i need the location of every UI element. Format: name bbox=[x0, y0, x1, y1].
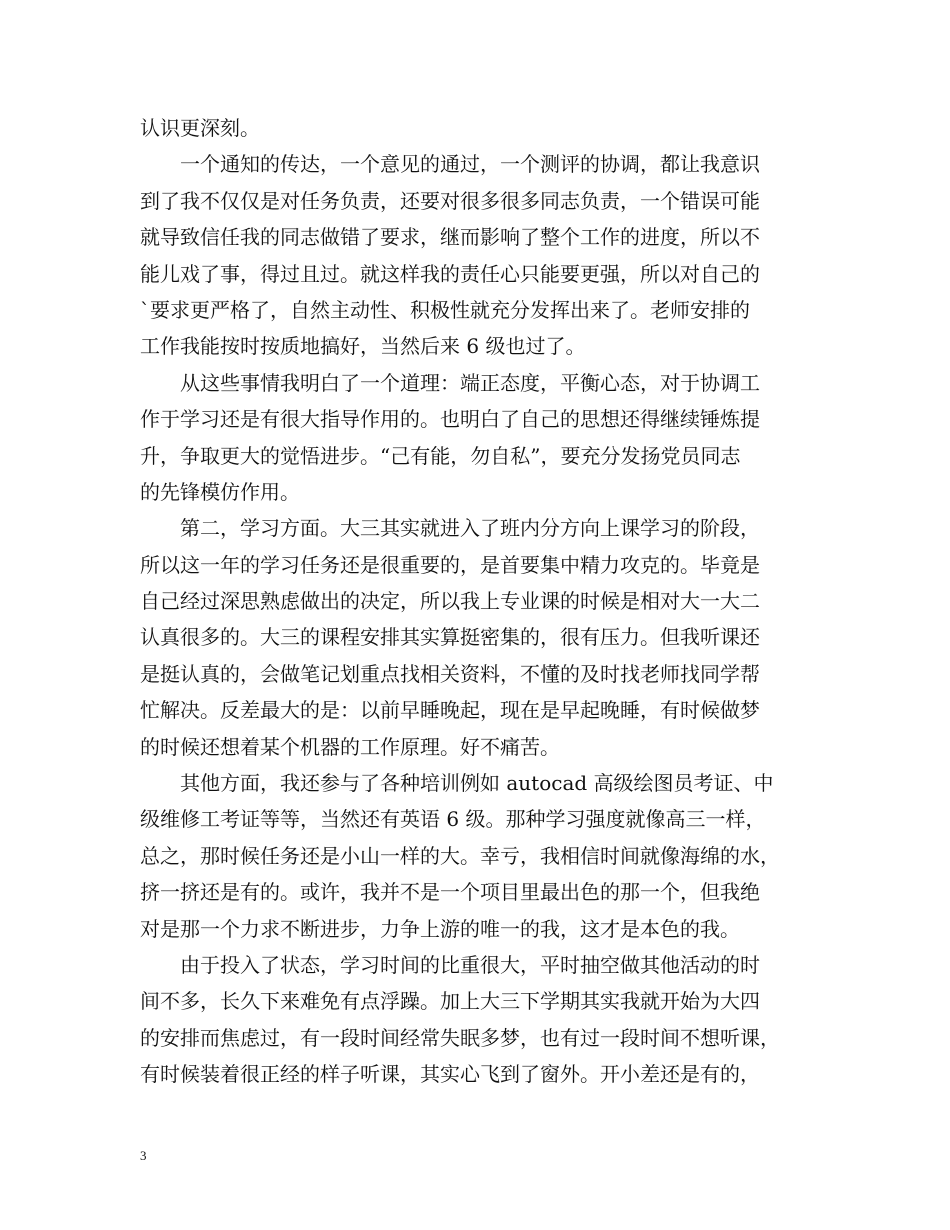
text-line: 的时候还想着某个机器的工作原理。好不痛苦。 bbox=[140, 734, 560, 759]
text-line: 工作我能按时按质地搞好，当然后来 6 级也过了。 bbox=[140, 334, 586, 359]
text-line: 是挺认真的，会做笔记划重点找相关资料，不懂的及时找老师找同学帮 bbox=[140, 661, 760, 686]
page-number: 3 bbox=[140, 1148, 147, 1163]
body-text bbox=[140, 110, 830, 1093]
text-line: 的安排而焦虑过，有一段时间经常失眠多梦，也有过一段时间不想听课， bbox=[140, 1025, 780, 1050]
text-line: 所以这一年的学习任务还是很重要的，是首要集中精力攻克的。毕竟是 bbox=[140, 552, 760, 577]
text-line: 间不多，长久下来难免有点浮躁。加上大三下学期其实我就开始为大四 bbox=[140, 989, 760, 1014]
text-line: 有时候装着很正经的样子听课，其实心飞到了窗外。开小差还是有的， bbox=[140, 1062, 760, 1087]
text-line: 挤一挤还是有的。或许，我并不是一个项目里最出色的那一个，但我绝 bbox=[140, 880, 760, 905]
text-line: 第二，学习方面。大三其实就进入了班内分方向上课学习的阶段， bbox=[180, 516, 760, 541]
text-line: 到了我不仅仅是对任务负责，还要对很多很多同志负责，一个错误可能 bbox=[140, 188, 760, 213]
text-line: 作于学习还是有很大指导作用的。也明白了自己的思想还得继续锤炼提 bbox=[140, 407, 760, 432]
text-line: 忙解决。反差最大的是：以前早睡晚起，现在是早起晚睡，有时候做梦 bbox=[140, 698, 760, 723]
text-line: 认真很多的。大三的课程安排其实算挺密集的，很有压力。但我听课还 bbox=[140, 625, 760, 650]
text-line: 级维修工考证等等，当然还有英语 6 级。那种学习强度就像高三一样， bbox=[140, 807, 766, 832]
text-line: 对是那一个力求不断进步，力争上游的唯一的我，这才是本色的我。 bbox=[140, 916, 740, 941]
text-line: 总之，那时候任务还是小山一样的大。幸亏，我相信时间就像海绵的水， bbox=[140, 843, 780, 868]
text-line: 由于投入了状态，学习时间的比重很大，平时抽空做其他活动的时 bbox=[180, 952, 760, 977]
text-line: 自己经过深思熟虑做出的决定，所以我上专业课的时候是相对大一大二 bbox=[140, 589, 760, 614]
text-line: `要求更严格了，自然主动性、积极性就充分发挥出来了。老师安排的 bbox=[140, 297, 750, 322]
text-line: 升，争取更大的觉悟进步。“己有能，勿自私”，要充分发扬党员同志 bbox=[140, 443, 741, 468]
text-line: 认识更深刻。 bbox=[140, 116, 260, 140]
text-line: 的先锋模仿作用。 bbox=[140, 479, 300, 504]
text-line: 就导致信任我的同志做错了要求，继而影响了整个工作的进度，所以不 bbox=[140, 225, 760, 250]
text-line: 一个通知的传达，一个意见的通过，一个测评的协调，都让我意识 bbox=[180, 152, 760, 177]
text-line: 从这些事情我明白了一个道理：端正态度，平衡心态，对于协调工 bbox=[180, 370, 760, 395]
text-line: 能儿戏了事，得过且过。就这样我的责任心只能要更强，所以对自己的 bbox=[140, 261, 760, 286]
text-line: 其他方面，我还参与了各种培训例如 autocad 高级绘图员考证、中 bbox=[180, 771, 774, 796]
